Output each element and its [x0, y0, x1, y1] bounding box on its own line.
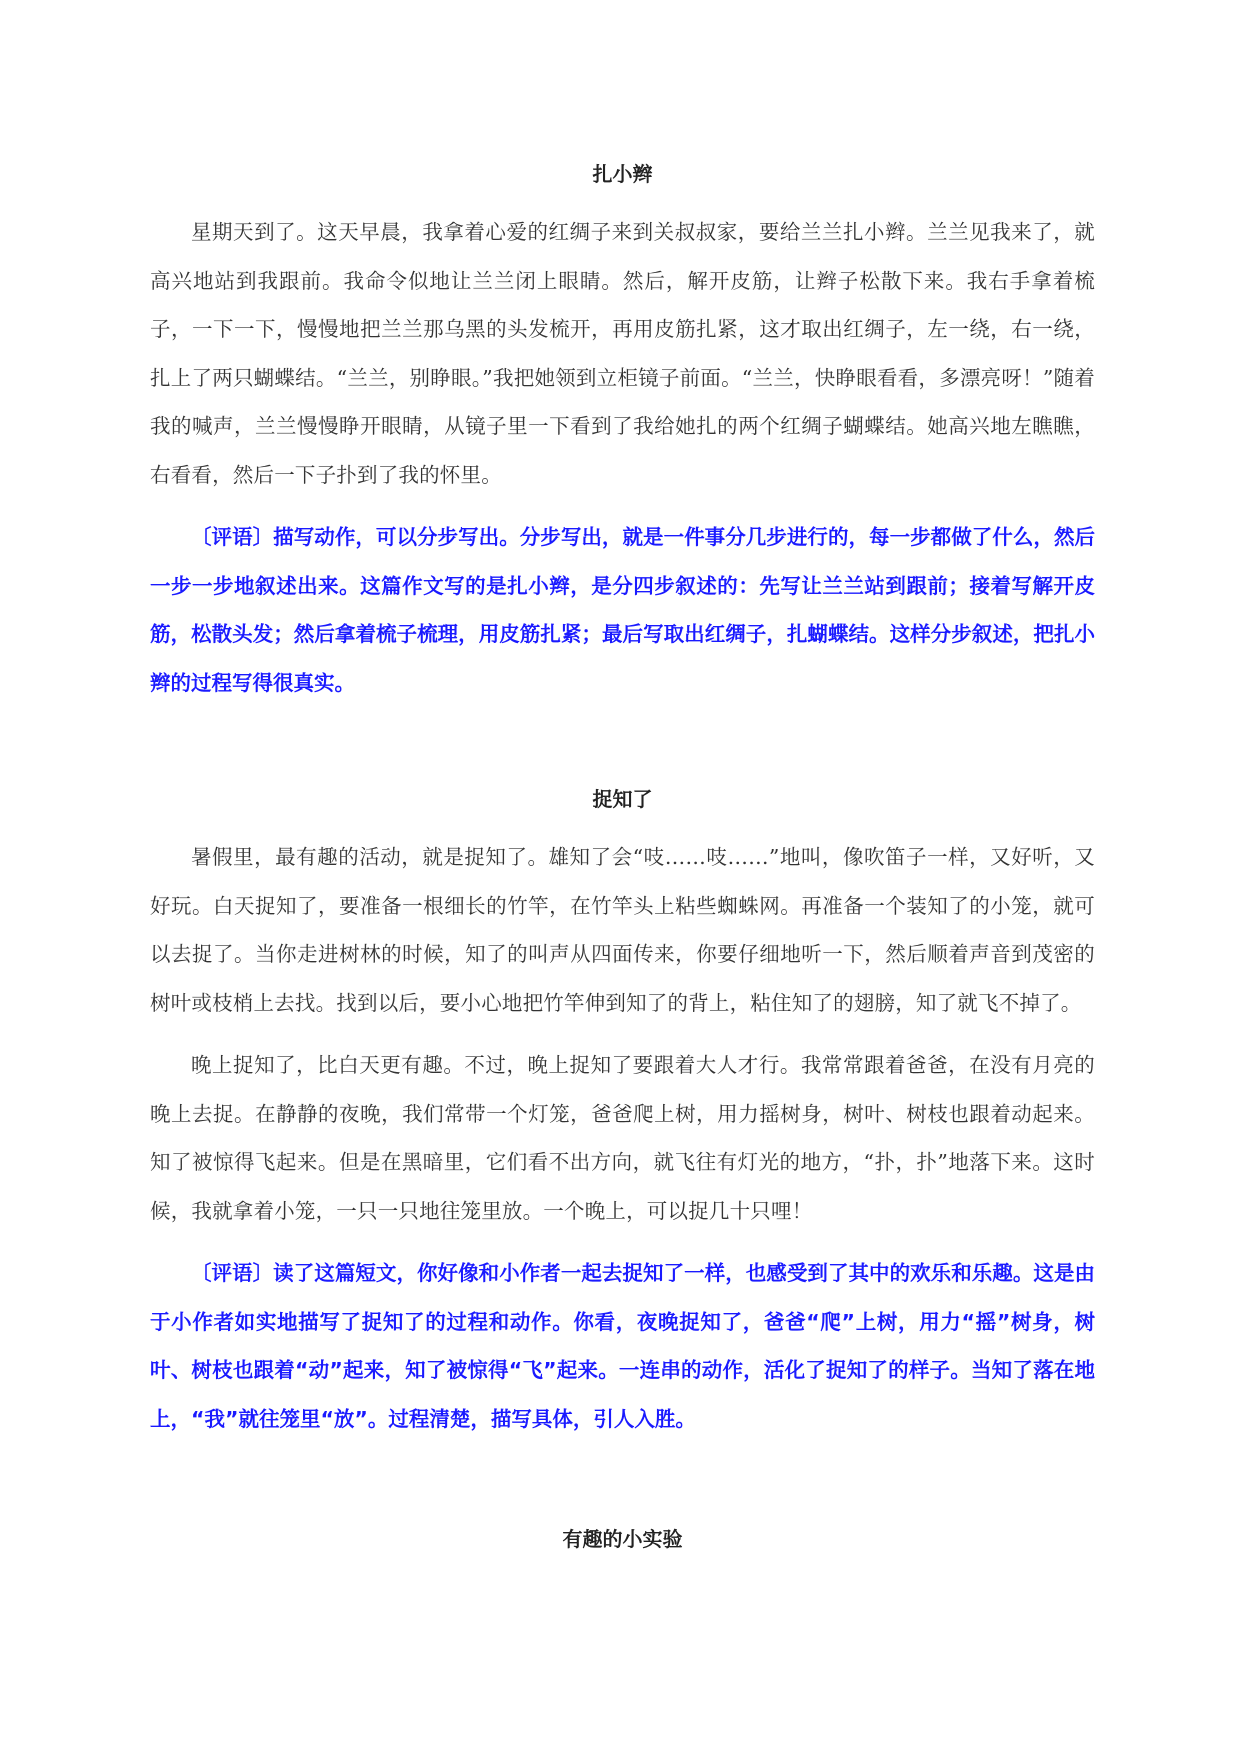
essay-title: 有趣的小实验: [562, 1527, 683, 1551]
section-spacer: [150, 1443, 1095, 1515]
essay-title: 捉知了: [592, 787, 653, 811]
essay-section-cicada: [150, 775, 1095, 1443]
essay-section-experiment: [150, 1515, 1095, 1563]
teacher-comment: 〔评语〕描写动作，可以分步写出。分步写出，就是一件事分几步进行的，每一步都做了什么，然后一步一步地叙述出来。这篇作文写的是扎小辫，是分四步叙述的：先写让兰兰站到跟前；接着写解开皮筋，松散头发；然后拿着梳子梳理，用皮筋扎紧；最后写取出红绸子，扎蝴蝶结。这样分步叙述，把扎小辫的过程写得很真实。: [150, 525, 1095, 695]
essay-title: 扎小辫: [592, 162, 653, 186]
essay-paragraph: 暑假里，最有趣的活动，就是捉知了。雄知了会“吱……吱……”地叫，像吹笛子一样，又好听，又好玩。白天捉知了，要准备一根细长的竹竿，在竹竿头上粘些蜘蛛网。再准备一个装知了的小笼，就可以去捉了。当你走进树林的时候，知了的叫声从四面传来，你要仔细地听一下，然后顺着声音到茂密的树叶或枝梢上去找。找到以后，要小心地把竹竿伸到知了的背上，粘住知了的翅膀，知了就飞不掉了。: [150, 845, 1095, 1015]
essay-paragraph: 晚上捉知了，比白天更有趣。不过，晚上捉知了要跟着大人才行。我常常跟着爸爸，在没有月亮的晚上去捉。在静静的夜晚，我们常带一个灯笼，爸爸爬上树，用力摇树身，树叶、树枝也跟着动起来。知了被惊得飞起来。但是在黑暗里，它们看不出方向，就飞往有灯光的地方，“扑，扑”地落下来。这时候，我就拿着小笼，一只一只地往笼里放。一个晚上，可以捉几十只哩！: [150, 1053, 1095, 1223]
essay-section-braid: [150, 150, 1095, 707]
teacher-comment: 〔评语〕读了这篇短文，你好像和小作者一起去捉知了一样，也感受到了其中的欢乐和乐趣。这是由于小作者如实地描写了捉知了的过程和动作。你看，夜晚捉知了，爸爸“爬”上树，用力“摇”树身，树叶、树枝也跟着“动”起来，知了被惊得“飞”起来。一连串的动作，活化了捉知了的样子。当知了落在地上，“我”就往笼里“放”。过程清楚，描写具体，引人入胜。: [150, 1261, 1095, 1431]
section-spacer: [150, 707, 1095, 775]
document-content: [150, 150, 1095, 1573]
essay-paragraph: 星期天到了。这天早晨，我拿着心爱的红绸子来到关叔叔家，要给兰兰扎小辫。兰兰见我来了，就高兴地站到我跟前。我命令似地让兰兰闭上眼睛。然后，解开皮筋，让辫子松散下来。我右手拿着梳子，一下一下，慢慢地把兰兰那乌黑的头发梳开，再用皮筋扎紧，这才取出红绸子，左一绕，右一绕，扎上了两只蝴蝶结。“兰兰，别睁眼。”我把她领到立柜镜子前面。“兰兰，快睁眼看看，多漂亮呀！”随着我的喊声，兰兰慢慢睁开眼睛，从镜子里一下看到了我给她扎的两个红绸子蝴蝶结。她高兴地左瞧瞧，右看看，然后一下子扑到了我的怀里。: [150, 220, 1095, 487]
